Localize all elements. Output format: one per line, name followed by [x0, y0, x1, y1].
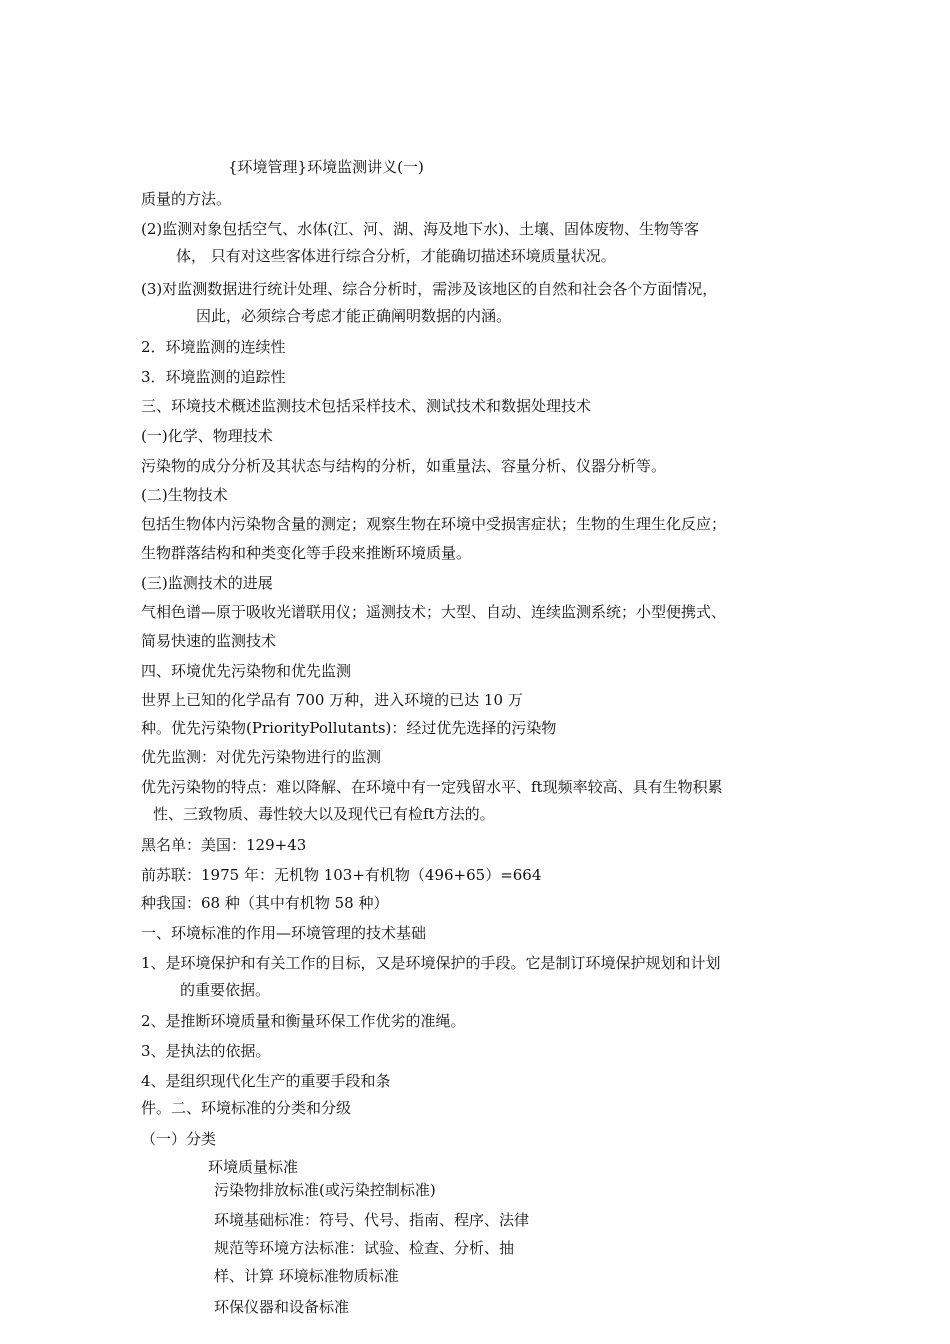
text-line: 四、环境优先污染物和优先监测 [141, 662, 352, 680]
text-line: 三、环境技术概述监测技术包括采样技术、测试技术和数据处理技术 [141, 397, 592, 415]
text-line: 规范等环境方法标准：试验、检查、分析、抽 [214, 1239, 515, 1257]
text-line: 环境质量标准 [208, 1158, 299, 1176]
text-line: 世界上已知的化学品有 700 万种，进入环境的已达 10 万 [141, 691, 523, 709]
text-line: 样、计算 环境标准物质标准 [214, 1267, 399, 1285]
text-line: 一、环境标准的作用—环境管理的技术基础 [141, 924, 427, 942]
text-line: (一)化学、物理技术 [141, 427, 273, 445]
text-line: 4、是组织现代化生产的重要手段和条 [141, 1072, 391, 1090]
text-line: (二)生物技术 [141, 486, 228, 504]
text-line: 3．环境监测的追踪性 [141, 368, 286, 386]
text-line: 污染物排放标准(或污染控制标准) [214, 1181, 436, 1199]
document-title: {环境管理}环境监测讲义(一) [228, 158, 424, 176]
text-line: 污染物的成分分析及其状态与结构的分析，如重量法、容量分析、仪器分析等。 [141, 457, 667, 475]
text-line: 种。优先污染物(PriorityPollutants)：经过优先选择的污染物 [141, 719, 557, 737]
text-line: 生物群落结构和种类变化等手段来推断环境质量。 [141, 544, 472, 562]
text-line: 1、是环境保护和有关工作的目标，又是环境保护的手段。它是制订环境保护规划和计划 [141, 954, 721, 972]
text-line: 3、是执法的依据。 [141, 1042, 271, 1060]
text-line: 种我国：68 种（其中有机物 58 种） [141, 894, 389, 912]
text-line: 前苏联：1975 年：无机物 103+有机物（496+65）=664 [141, 866, 542, 884]
text-line: 件。二、环境标准的分类和分级 [141, 1099, 352, 1117]
text-line: 黑名单：美国：129+43 [141, 836, 307, 854]
text-line: 优先污染物的特点：难以降解、在环境中有一定残留水平、ft现频率较高、具有生物积累 [141, 778, 723, 796]
text-line: 2．环境监测的连续性 [141, 338, 286, 356]
text-line: 气相色谱—原于吸收光谱联用仪；遥测技术；大型、自动、连续监测系统；小型便携式、 [141, 603, 727, 621]
text-line: 的重要依据。 [180, 981, 271, 999]
text-line: (3)对监测数据进行统计处理、综合分析时，需涉及该地区的自然和社会各个方面情况， [141, 280, 718, 298]
text-line: 性、三致物质、毒性较大以及现代已有检ft方法的。 [153, 805, 495, 823]
text-line: 环境基础标准：符号、代号、指南、程序、法律 [214, 1211, 530, 1229]
text-line: （一）分类 [141, 1130, 217, 1148]
text-line: 简易快速的监测技术 [141, 632, 277, 650]
text-line: 包括生物体内污染物含量的测定；观察生物在环境中受损害症状；生物的生理生化反应； [141, 515, 727, 533]
text-line: 体， 只有对这些客体进行综合分析，才能确切描述环境质量状况。 [176, 247, 616, 265]
text-line: 优先监测：对优先污染物进行的监测 [141, 748, 382, 766]
text-line: 质量的方法。 [141, 190, 232, 208]
text-line: 环保仪器和设备标准 [214, 1298, 350, 1316]
text-line: (2)监测对象包括空气、水体(江、河、湖、海及地下水)、土壤、固体废物、生物等客 [141, 220, 699, 238]
text-line: 因此，必须综合考虑才能正确阐明数据的内涵。 [196, 307, 512, 325]
text-line: (三)监测技术的进展 [141, 574, 273, 592]
text-line: 2、是推断环境质量和衡量环保工作优劣的准绳。 [141, 1012, 466, 1030]
